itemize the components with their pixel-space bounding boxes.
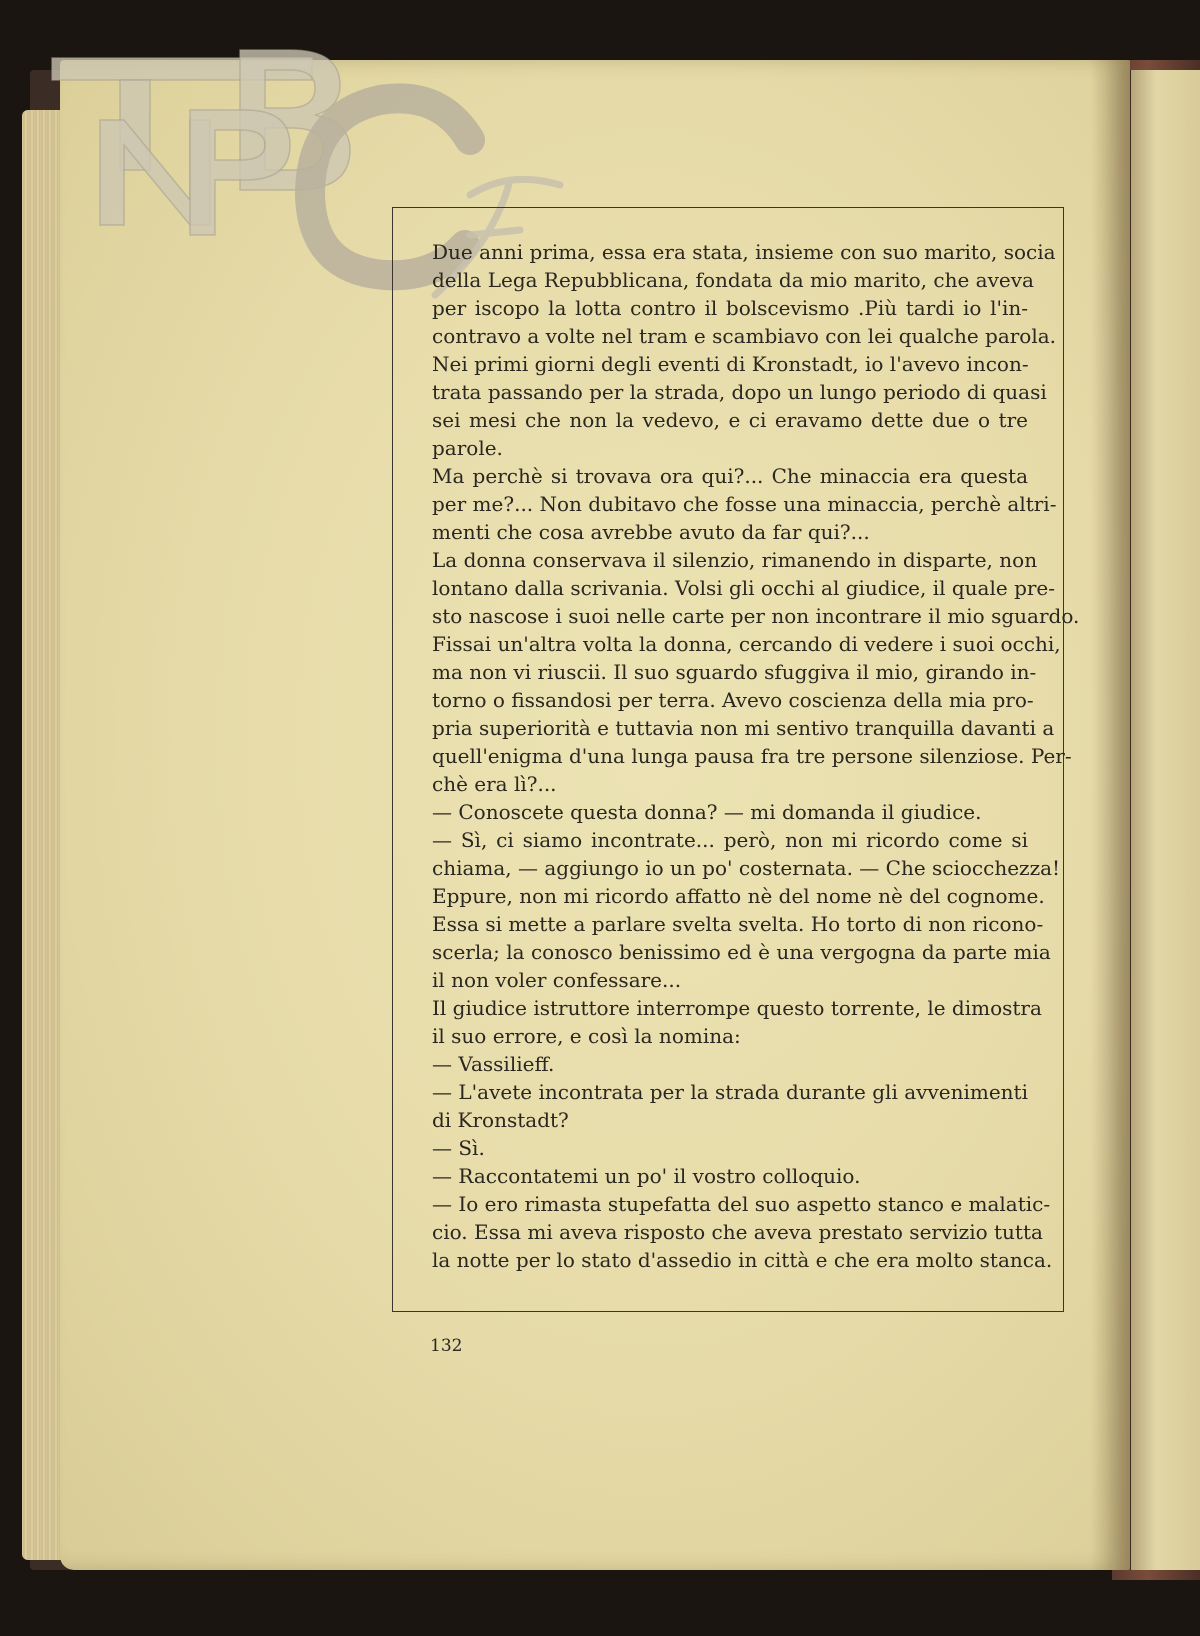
text-line: quell'enigma d'una lunga pausa fra tre persone silenziose. Per- [432,744,1072,768]
text-line: di Kronstadt? [432,1108,569,1132]
text-line: cio. Essa mi aveva risposto che aveva prestato servizio tutta [432,1220,1043,1244]
text-line: sei mesi che non la vedevo, e ci eravamo dette due o tre [432,408,1028,432]
text-line: Il giudice istruttore interrompe questo torrente, le dimostra [432,996,1042,1020]
text-line: per iscopo la lotta contro il bolscevismo .Più tardi io l'in- [432,296,1028,320]
text-line: scerla; la conosco benissimo ed è una vergogna da parte mia [432,940,1051,964]
text-line: parole. [432,436,503,460]
page-number: 132 [430,1336,463,1356]
text-line: torno o fissandosi per terra. Avevo coscienza della mia pro- [432,688,1034,712]
text-body [432,238,1080,1274]
text-line: Fissai un'altra volta la donna, cercando di vedere i suoi occhi, [432,632,1061,656]
text-line: — Sì, ci siamo incontrate... però, non mi ricordo come si [432,828,1028,852]
text-line: chè era lì?... [432,772,557,796]
watermark-text: BNCF [40,20,44,21]
text-line: il suo errore, e così la nomina: [432,1024,741,1048]
text-line: per me?... Non dubitavo che fosse una minaccia, perchè altri- [432,492,1057,516]
text-line: lontano dalla scrivania. Volsi gli occhi al giudice, il quale pre- [432,576,1056,600]
text-line: Ma perchè si trovava ora qui?... Che minaccia era questa [432,464,1028,488]
text-line: Essa si mette a parlare svelta svelta. Ho torto di non ricono- [432,912,1044,936]
text-line: Nei primi giorni degli eventi di Kronstadt, io l'avevo incon- [432,352,1029,376]
text-line: pria superiorità e tuttavia non mi sentivo tranquilla davanti a [432,716,1055,740]
text-line: — Raccontatemi un po' il vostro colloquio. [432,1164,861,1188]
text-line: trata passando per la strada, dopo un lungo periodo di quasi [432,380,1047,404]
text-line: — Vassilieff. [432,1052,555,1076]
text-line: — Io ero rimasta stupefatta del suo aspetto stanco e malatic- [432,1192,1051,1216]
text-line: Due anni prima, essa era stata, insieme con suo marito, socia [432,240,1056,264]
facing-page-edge [1128,70,1200,1570]
text-line: la notte per lo stato d'assedio in città e che era molto stanca. [432,1248,1053,1272]
text-line: della Lega Repubblicana, fondata da mio marito, che aveva [432,268,1034,292]
gutter-shadow [1090,60,1130,1570]
text-line: Eppure, non mi ricordo affatto nè del nome nè del cognome. [432,884,1045,908]
text-line: sto nascose i suoi nelle carte per non incontrare il mio sguardo. [432,604,1080,628]
text-line: il non voler confessare... [432,968,682,992]
text-line: ma non vi riuscii. Il suo sguardo sfuggiva il mio, girando in- [432,660,1037,684]
text-line: menti che cosa avrebbe avuto da far qui?... [432,520,870,544]
text-line: — Sì. [432,1136,485,1160]
text-line: — Conoscete questa donna? — mi domanda il giudice. [432,800,982,824]
text-line: contravo a volte nel tram e scambiavo con lei qualche parola. [432,324,1057,348]
text-line: chiama, — aggiungo io un po' costernata. — Che sciocchezza! [432,856,1061,880]
text-line: La donna conservava il silenzio, rimanendo in disparte, non [432,548,1038,572]
text-line: — L'avete incontrata per la strada durante gli avvenimenti [432,1080,1028,1104]
